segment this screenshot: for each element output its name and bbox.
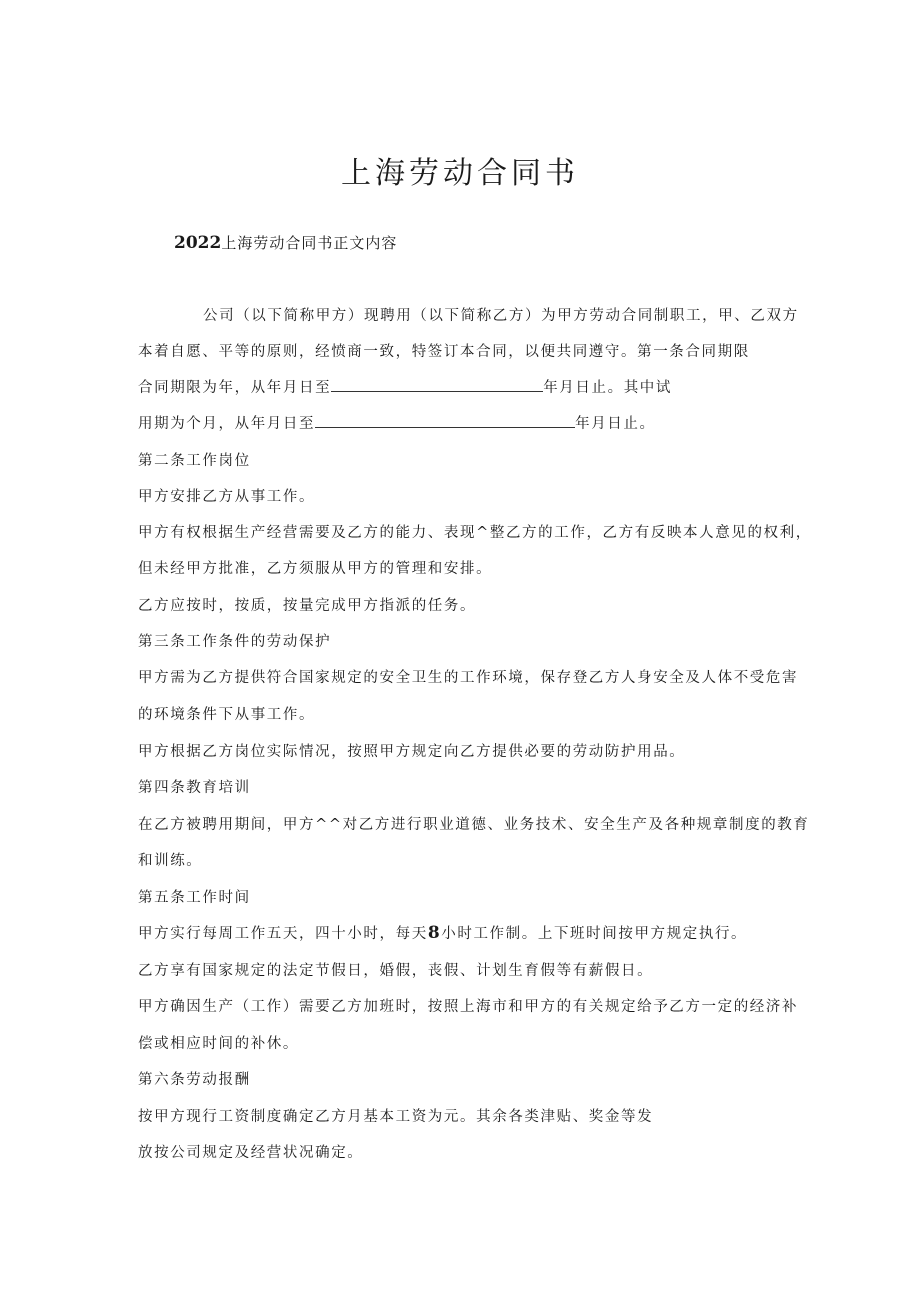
section-heading: 第五条工作时间 [138, 890, 251, 906]
line-text: 小时工作制。上下班时间按甲方规定执行。 [441, 926, 748, 942]
paragraph-line: 乙方享有国家规定的法定节假日，婚假，丧假、计划生育假等有薪假日。 [138, 963, 654, 979]
paragraph-line: 在乙方被聘用期间，甲方^^对乙方进行职业道德、业务技术、安全生产及各种规章制度的教育 [138, 817, 810, 833]
paragraph-line: 甲方确因生产（工作）需要乙方加班时，按照上海市和甲方的有关规定给予乙方一定的经济补 [138, 999, 799, 1015]
section-heading: 第三条工作条件的劳动保护 [138, 634, 332, 650]
line-text: 年月日止。其中试 [543, 380, 673, 396]
line-text: 用期为个月，从年月日至 [138, 416, 316, 432]
line-text: 合同期限为年，从年月日至 [138, 380, 332, 396]
paragraph-line: 公司（以下简称甲方）现聘用（以下简称乙方）为甲方劳动合同制职工，甲、乙双方 [203, 308, 799, 324]
section-heading: 第二条工作岗位 [138, 453, 251, 469]
paragraph-line [138, 412, 656, 433]
paragraph-line: 但未经甲方批准，乙方须服从甲方的管理和安排。 [138, 561, 493, 577]
paragraph-line [138, 376, 672, 397]
line-text: 甲方实行每周工作五天，四十小时，每天 [138, 926, 428, 942]
document-title: 上海劳动合同书 [341, 156, 579, 191]
paragraph-line: 甲方需为乙方提供符合国家规定的安全卫生的工作环境，保存登乙方人身安全及人体不受危害 [138, 670, 799, 686]
paragraph-line: 按甲方现行工资制度确定乙方月基本工资为元。其余各类津贴、奖金等发 [138, 1109, 654, 1125]
paragraph-line: 本着自愿、平等的原则，经愤商一致，特签订本合同，以便共同遵守。第一条合同期限 [138, 344, 750, 360]
fill-in-blank [315, 413, 575, 428]
paragraph-line: 甲方安排乙方从事工作。 [138, 489, 316, 505]
subtitle-text: 上海劳动合同书正文内容 [221, 234, 398, 252]
paragraph-line: 偿或相应时间的补休。 [138, 1036, 299, 1052]
document-subtitle [174, 232, 397, 253]
paragraph-line: 乙方应按时，按质，按量完成甲方指派的任务。 [138, 598, 477, 614]
hours-number: 8 [427, 923, 442, 943]
section-heading: 第四条教育培训 [138, 780, 251, 796]
paragraph-line: 放按公司规定及经营状况确定。 [138, 1145, 364, 1161]
line-text: 年月日止。 [575, 416, 656, 432]
paragraph-line: 甲方有权根据生产经营需要及乙方的能力、表现^整乙方的工作，乙方有反映本人意见的权利， [138, 525, 812, 541]
paragraph-line [138, 922, 747, 943]
paragraph-line: 和训练。 [138, 853, 203, 869]
section-heading: 第六条劳动报酬 [138, 1072, 251, 1088]
fill-in-blank [331, 377, 543, 392]
paragraph-line: 的环境条件下从事工作。 [138, 707, 316, 723]
subtitle-year: 2022 [174, 233, 222, 253]
paragraph-line: 甲方根据乙方岗位实际情况，按照甲方规定向乙方提供必要的劳动防护用品。 [138, 744, 686, 760]
